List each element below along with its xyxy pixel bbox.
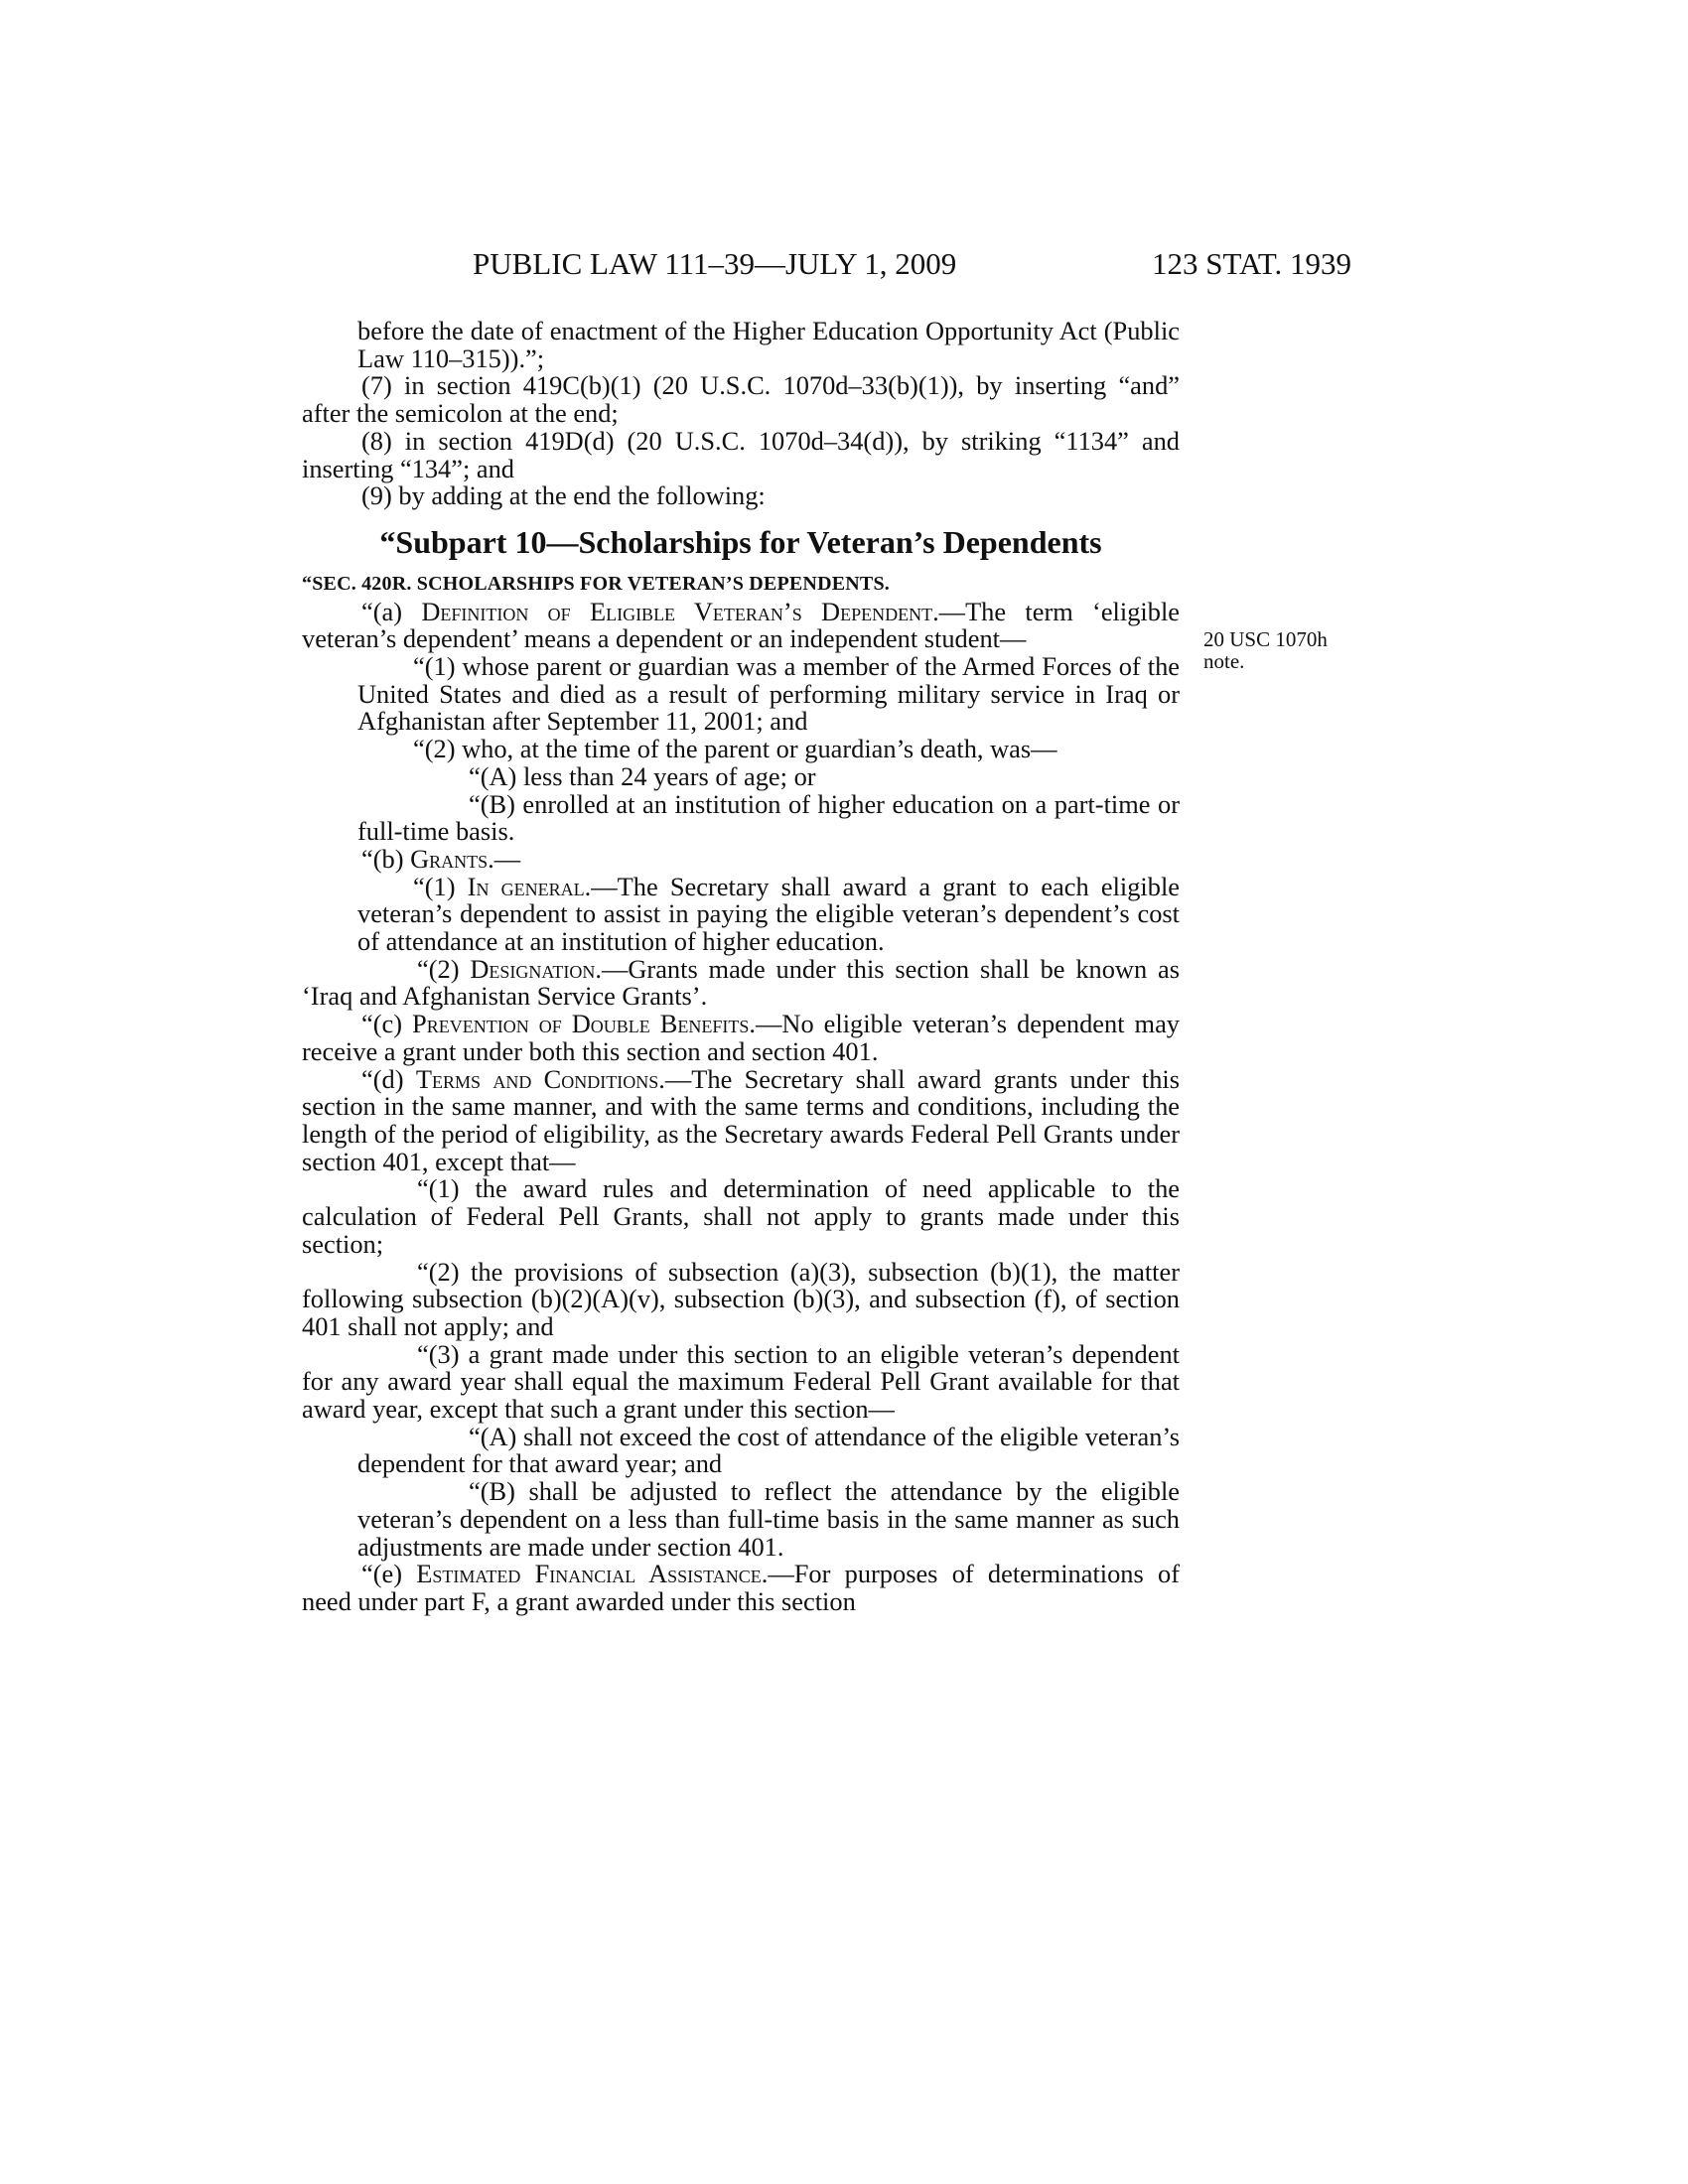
subsection-b-2-heading: Designation	[470, 953, 596, 984]
subsection-b-text: .—	[488, 843, 521, 874]
subsection-a	[302, 596, 1180, 654]
subsection-a-2: “(2) who, at the time of the parent or guardian’s death, was—	[413, 734, 1057, 764]
subsection-d-1: “(1) the award rules and determination of need applicable to the calculation of Federal Pell Grants, shall not apply to grants made under this section;	[302, 1173, 1180, 1259]
subsection-b-1-lead: “(1)	[413, 871, 468, 901]
paragraph-7: (7) in section 419C(b)(1) (20 U.S.C. 1070d–33(b)(1)), by inserting “and” after the semicolon at the end;	[302, 370, 1180, 429]
paragraph-9: (9) by adding at the end the following:	[361, 480, 766, 511]
subsection-c-lead: “(c)	[361, 1009, 413, 1039]
subsection-d-text: .—The Secretary shall award grants under this section in the same manner, and with the same terms and conditions, including the length of the period of eligibility, as the Secretary awards Federal Pell Grants under section 401, except that—	[302, 1063, 1181, 1176]
document-body	[302, 318, 1180, 1616]
subsection-c	[302, 1011, 1180, 1065]
margin-note-citation: 20 USC 1070h	[1203, 627, 1328, 651]
subsection-e-heading: Estimated Financial Assistance	[416, 1559, 762, 1589]
subsection-d-lead: “(d)	[361, 1063, 416, 1094]
paragraph-8: (8) in section 419D(d) (20 U.S.C. 1070d–34(d)), by striking “1134” and inserting “134”; and	[302, 425, 1180, 483]
subsection-a-1: “(1) whose parent or guardian was a member of the Armed Forces of the United States and died as a result of performing military service in Iraq or Afghanistan after September 11, 2001; and	[357, 651, 1180, 737]
subsection-d-3-A: “(A) shall not exceed the cost of attendance of the eligible veteran’s dependent for that award year; and	[357, 1421, 1180, 1479]
subsection-d-3-B: “(B) shall be adjusted to reflect the attendance by the eligible veteran’s dependent on a less than full-time basis in the same manner as such adjustments are made under section 401.	[357, 1476, 1180, 1562]
subsection-d-3: “(3) a grant made under this section to an eligible veteran’s dependent for any award year shall equal the maximum Federal Pell Grant available for that award year, except that such a grant under this section—	[302, 1338, 1180, 1425]
subsection-d	[302, 1063, 1181, 1176]
subsection-d-heading: Terms and Conditions	[415, 1063, 659, 1094]
subsection-e-lead: “(e)	[361, 1559, 417, 1589]
subsection-b-heading: Grants	[410, 843, 489, 874]
header-law-date: PUBLIC LAW 111–39—JULY 1, 2009	[473, 246, 957, 281]
subsection-a-heading: Definition of Eligible Veteran’s Dependent	[421, 596, 933, 626]
subsection-b-1	[302, 871, 1180, 957]
subsection-b-1-text: .—The Secretary shall award a grant to each eligible veteran’s dependent to assist in paying the eligible veteran’s dependent’s cost of attendance at an institution of higher education.	[357, 871, 1180, 957]
subsection-a-lead: “(a)	[361, 596, 422, 626]
subsection-a-2-A: “(A) less than 24 years of age; or	[469, 760, 816, 791]
subsection-c-heading: Prevention of Double Benefits	[412, 1009, 750, 1039]
subsection-b-2	[302, 953, 1180, 1012]
subsection-e-text: .—For purposes of determinations of need under part F, a grant awarded under this section	[302, 1559, 1180, 1616]
running-header	[0, 246, 1688, 286]
subsection-b-lead: “(b)	[361, 843, 411, 874]
subsection-b-2-lead: “(2)	[417, 953, 471, 984]
intro-continuation: before the date of enactment of the Higher Education Opportunity Act (Public Law 110–315)).”;	[357, 316, 1180, 373]
margin-note	[1203, 628, 1382, 672]
subpart-title: “Subpart 10—Scholarships for Veteran’s Dependents	[379, 523, 1102, 560]
subsection-d-2: “(2) the provisions of subsection (a)(3), subsection (b)(1), the matter following subsection (b)(2)(A)(v), subsection (b)(3), and subsection (f), of section 401 shall not apply; and	[302, 1256, 1180, 1341]
subsection-b	[302, 843, 1180, 874]
subsection-a-2-B: “(B) enrolled at an institution of higher education on a part-time or full-time basis.	[357, 788, 1180, 847]
subsection-b-1-heading: In general	[467, 871, 585, 901]
subsection-c-text: .—No eligible veteran’s dependent may receive a grant under both this section and section 401.	[302, 1009, 1180, 1066]
margin-note-label: note.	[1203, 649, 1245, 673]
header-stat-page: 123 STAT. 1939	[1152, 246, 1352, 281]
section-heading: “SEC. 420R. SCHOLARSHIPS FOR VETERAN’S DEPENDENTS.	[302, 572, 890, 595]
subsection-b-2-text: .—Grants made under this section shall be known as ‘Iraq and Afghanistan Service Grants’.	[302, 953, 1180, 1012]
subsection-e	[302, 1561, 1180, 1615]
subsection-a-text: .—The term ‘eligible veteran’s dependent’ means a dependent or an independent student—	[302, 596, 1180, 654]
